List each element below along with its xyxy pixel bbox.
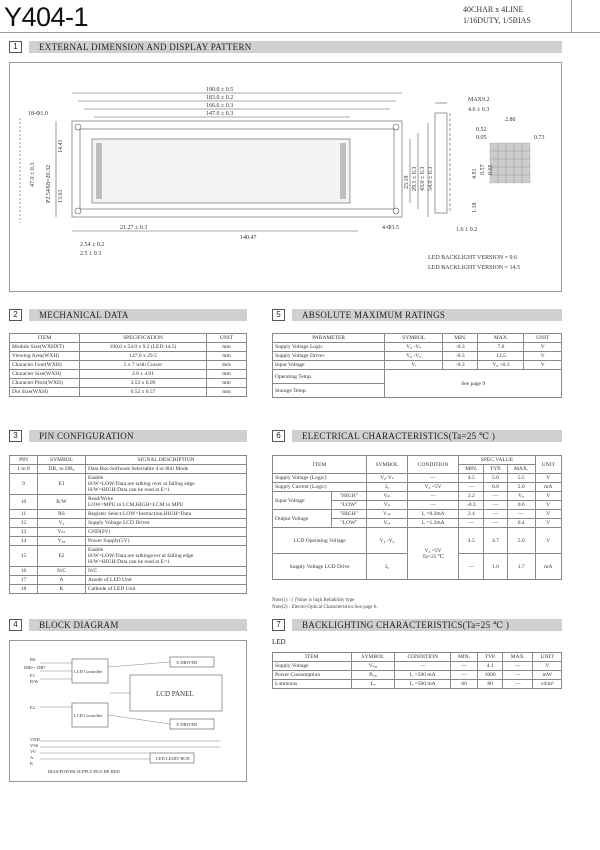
header-divider [571, 0, 572, 32]
section-title: MECHANICAL DATA [29, 309, 247, 321]
cell: 10 [10, 495, 38, 510]
dim-text: 4.91 [472, 168, 478, 179]
cell: "HIGH" [331, 492, 367, 501]
cell: Output Voltage [273, 510, 332, 528]
cell: Vᵢₗ [367, 501, 408, 510]
cell: DB₇ to DB₀ [38, 465, 86, 474]
col-header: TYP. [484, 465, 507, 474]
dim-text: MAX9.2 [468, 97, 490, 103]
cell: 5 x 7 with Cursor [80, 361, 207, 370]
cell: V [535, 519, 561, 528]
col-header: SPECIFICATION [80, 334, 207, 343]
cell: 14 [10, 537, 38, 546]
cell: 1000 [477, 671, 502, 680]
cell: mm [207, 379, 247, 388]
cell: 60 [451, 680, 478, 689]
cell: 0.4 [507, 519, 535, 528]
cond-text: Ta=25 ℃ [422, 553, 444, 560]
cell: V [535, 474, 561, 483]
table-row [273, 510, 562, 519]
signal-label: VSS [30, 743, 39, 748]
dim-text: 2.54 ± 0.2 [80, 242, 105, 248]
table-row [10, 388, 247, 397]
cell: K [38, 585, 86, 594]
table-row [10, 585, 247, 594]
cell: Luminous [273, 680, 352, 689]
signal-label: DB0 ~ DB7 [24, 665, 46, 670]
cell: — [503, 680, 533, 689]
section-title: ELECTRICAL CHARACTERISTICS(Ta=25 ℃ ) [292, 430, 562, 442]
cell: V₈-Vₛ [367, 474, 408, 483]
col-header: PIN [10, 456, 38, 465]
cell: V [535, 501, 561, 510]
cell: mm [207, 343, 247, 352]
table-row [273, 474, 562, 483]
cell: 190.0 x 54.0 x 9.2 (LED:14.5) [80, 343, 207, 352]
cell: I₀ [367, 554, 408, 580]
section-title: ABSOLUTE MAXIMUM RATINGS [292, 309, 562, 321]
cell: Iₒ =1.2mA [407, 519, 459, 528]
cell: Viewing Area(WXH) [10, 352, 80, 361]
cell: RS [38, 510, 86, 519]
cell: cd/m² [533, 680, 562, 689]
cell: 11 [10, 510, 38, 519]
block-diagram [10, 641, 248, 783]
col-header: MAX. [478, 334, 524, 343]
col-header: MIN. [459, 465, 484, 474]
cell: 147.0 x 29.5 [80, 352, 207, 361]
dim-text: 1.18 [472, 202, 478, 213]
cell: — [459, 483, 484, 492]
cell: — [459, 519, 484, 528]
cell: Operating Temp. [273, 370, 385, 384]
cell: R/W [38, 495, 86, 510]
col-header: SIGNAL DESCRIPTION [86, 456, 247, 465]
dim-text: 4.6 ± 0.3 [468, 107, 490, 113]
section-title: BACKLIGHTING CHARACTERISTICS(Ta=25 ℃ ) [292, 619, 562, 631]
cell: N/C [38, 567, 86, 576]
cell: 1.7 [507, 554, 535, 580]
section-4-header [9, 618, 247, 632]
note-line: Note(2) : Electro-Optical Characteristics:See page 6. [272, 605, 378, 610]
cell: dots [207, 361, 247, 370]
cell: 13.5 [478, 352, 524, 361]
backlight-table [272, 652, 562, 689]
cell: Dot Size(WXH) [10, 388, 80, 397]
cell: 17 [10, 576, 38, 585]
cell: Supply Voltage LCD Driver [86, 519, 247, 528]
table-row [10, 537, 247, 546]
cell: V [524, 343, 562, 352]
table-row [273, 680, 562, 689]
cell: — [484, 519, 507, 528]
cell: Vᵢ [385, 361, 443, 370]
col-header: UNIT [535, 456, 561, 474]
cell: Module Size(WXHXT) [10, 343, 80, 352]
cell: mm [207, 370, 247, 379]
cell: -0.3 [459, 501, 484, 510]
cell: V₈ +0.3 [478, 361, 524, 370]
cell: 0.52 x 0.57 [80, 388, 207, 397]
col-header: TYP. [477, 653, 502, 662]
cell: — [507, 510, 535, 519]
dimension-drawing-box [9, 62, 562, 292]
cell: A [38, 576, 86, 585]
cell: "HIGH" [331, 510, 367, 519]
cell: V₈ [507, 492, 535, 501]
cell: — [407, 492, 459, 501]
header-rule [0, 32, 600, 33]
cell: N/C [86, 567, 247, 576]
cell: E1 [38, 474, 86, 495]
cell: 4.1 [477, 662, 502, 671]
dim-text: 18-Φ1.0 [28, 111, 48, 117]
spec-line-2: 1/16DUTY, 1/5BIAS [463, 16, 531, 25]
section-number: 6 [272, 430, 285, 442]
dimension-drawing [10, 63, 563, 293]
spec-summary [463, 4, 531, 26]
cell: V [535, 528, 561, 554]
section-number: 7 [272, 619, 285, 631]
block-label: LCD PANEL [156, 690, 194, 698]
cell: Input Voltage [273, 361, 385, 370]
cell: V₈ -V₀ [367, 528, 408, 554]
dim-text: 4-Φ3.5 [382, 225, 399, 231]
cell: Character Font(WXH) [10, 361, 80, 370]
cell: Input Voltage [273, 492, 332, 510]
cell: Iₒ =500 mA [395, 671, 451, 680]
cell: — [451, 662, 478, 671]
table-row [273, 352, 562, 361]
cell: Cathode of LED Unit [86, 585, 247, 594]
dim-text: 29.5 ± 0.3 [412, 166, 418, 191]
cell: — [407, 474, 459, 483]
table-row [273, 528, 562, 554]
cell: V₀ [38, 519, 86, 528]
cell: V [533, 662, 562, 671]
col-header: UNIT [207, 334, 247, 343]
dim-text: 2.5 ± 0.3 [80, 251, 102, 257]
cell: 4.5 [459, 528, 484, 554]
dim-text: 2.80 [505, 117, 516, 123]
table-row [10, 370, 247, 379]
block-label: X DRIVER [176, 722, 198, 727]
cell: 80 [477, 680, 502, 689]
dim-text: 1.6 ± 0.2 [456, 227, 478, 233]
section-number: 2 [9, 309, 22, 321]
col-header: MIN. [443, 334, 478, 343]
cell: Character Size(WXH) [10, 370, 80, 379]
cell: -0.3 [443, 352, 478, 361]
table-row [273, 483, 562, 492]
mechanical-table [9, 333, 247, 397]
cell: 5.0 [484, 474, 507, 483]
cell: 7.0 [478, 343, 524, 352]
cell: Vₛₛ [38, 528, 86, 537]
cell: Register Select-LOW=Instruction,HIGH=Data [86, 510, 247, 519]
signal-label: R/W [30, 679, 39, 684]
cell: LCD Operating Voltage [273, 528, 367, 554]
cell: — [459, 554, 484, 580]
cell: Iₒ =0.2mA [407, 510, 459, 519]
dim-text: P2.54X8=20.32 [46, 164, 52, 203]
dim-text: 54.0 ± 0.3 [428, 166, 434, 191]
table-row [273, 370, 562, 384]
table-row [10, 546, 247, 567]
cell: Supply Voltage Driver [273, 352, 385, 361]
block-diagram-box [9, 640, 247, 782]
cell: -0.3 [443, 361, 478, 370]
cell: 1.0 [484, 554, 507, 580]
cell: V [535, 492, 561, 501]
table-row [10, 379, 247, 388]
cell: Vᵢₕ [367, 492, 408, 501]
signal-label: E1 [30, 673, 35, 678]
cell: 16 [10, 567, 38, 576]
cell: V [535, 510, 561, 519]
table-row [273, 662, 562, 671]
table-row [10, 567, 247, 576]
dim-text: 14.41 [58, 139, 64, 153]
cell: Vₒₗ [367, 519, 408, 528]
table-row [273, 492, 562, 501]
col-header: SPEC.VALUE [459, 456, 535, 465]
cell: Supply Voltage Logic [273, 343, 385, 352]
note-line: Note(1) : ( )Value is high Reliability type [272, 598, 355, 603]
cell: mm [207, 352, 247, 361]
cell: "LOW" [331, 501, 367, 510]
section-title: EXTERNAL DIMENSION AND DISPLAY PATTERN [29, 41, 562, 53]
block-label: X DRIVER [176, 660, 198, 665]
cell: 3.53 x 6.09 [80, 379, 207, 388]
block-label: LCD Controller [74, 669, 103, 674]
dim-text: 47.0 ± 0.3 [30, 162, 36, 187]
col-header: MAX. [507, 465, 535, 474]
section-title: BLOCK DIAGRAM [29, 619, 247, 631]
signal-label: E2 [30, 705, 35, 710]
cell: V₈₈ [38, 537, 86, 546]
cell: 0.8 [484, 483, 507, 492]
section-number: 1 [9, 41, 22, 53]
cell: Vₗₑ₈ [351, 662, 395, 671]
cell: — [503, 671, 533, 680]
cell: "LOW" [331, 519, 367, 528]
cell: — [407, 501, 459, 510]
cell: Lᵥ [351, 680, 395, 689]
section-2-header [9, 308, 247, 322]
cell: 2.8 x 4.91 [80, 370, 207, 379]
table-row [10, 495, 247, 510]
table-row [10, 576, 247, 585]
dim-text: 147.0 ± 0.3 [206, 111, 234, 117]
col-header: UNIT [533, 653, 562, 662]
cell: GND(0V) [86, 528, 247, 537]
table-row [10, 343, 247, 352]
cell: Data Bus-Software Selectable 4 or 8bit Mode [86, 465, 247, 474]
col-header: SYMBOL [367, 456, 408, 474]
backlight-note: LED BACKLIGHT VERSION = 14.5 [428, 265, 520, 271]
dim-text: 190.0 ± 0.5 [206, 87, 234, 93]
col-header: MAX. [503, 653, 533, 662]
col-header: SYMBOL [351, 653, 395, 662]
cell: Enable H/W=LOW:Data are talkingover at falling edge H/W=HIGH:Data can be read at E=1 [86, 546, 247, 567]
cell: Power Supply(5V) [86, 537, 247, 546]
section-3-header [9, 429, 247, 443]
cell: Vₒₕ [367, 510, 408, 519]
cell: 12 [10, 519, 38, 528]
col-header: ITEM [273, 456, 367, 474]
cell: V₈ -V₀ [385, 352, 443, 361]
cell: — [395, 662, 451, 671]
cell: V₈ =5V [407, 483, 459, 492]
abs-max-table [272, 333, 562, 398]
col-header: SYMBOL [385, 334, 443, 343]
cell: 0.6 [507, 501, 535, 510]
cell: Power Consumption [273, 671, 352, 680]
cell: Enable H/W=LOW:Data are talking over at falling edge H/W=HIGH:Data can be read at E=1 [86, 474, 247, 495]
cell: V [524, 361, 562, 370]
col-header: PARAMETER [273, 334, 385, 343]
cell: 5.0 [507, 528, 535, 554]
signal-label: K [30, 761, 34, 766]
viewing-area [92, 139, 350, 203]
table-row [10, 528, 247, 537]
electrical-table [272, 455, 562, 580]
led-label: LED [272, 638, 286, 646]
dim-text: 13.61 [58, 189, 64, 203]
section-5-header [272, 308, 562, 322]
table-row [10, 510, 247, 519]
cell: 5.5 [507, 474, 535, 483]
signal-label: V0 [30, 749, 36, 754]
dim-text: 0.73 [534, 135, 545, 141]
model-title: Y404-1 [4, 2, 89, 32]
cell: Supply Current (Logic) [273, 483, 367, 492]
dim-text: 0.52 [476, 127, 487, 133]
dim-text: 0.05 [476, 135, 487, 141]
cell: Storage Temp. [273, 384, 385, 398]
electrical-notes [272, 597, 378, 611]
block-label: BIAS/POWER SUPPLY/BUS BE RED [48, 769, 120, 774]
cell: — [451, 671, 478, 680]
table-row [10, 352, 247, 361]
dim-text: 140.47 [240, 235, 257, 241]
cell-condition [407, 528, 459, 580]
pin-table [9, 455, 247, 594]
cell: Anode of LED Unit [86, 576, 247, 585]
col-header: ITEM [273, 653, 352, 662]
cond-text: V₈ =5V [424, 547, 442, 554]
table-row [10, 474, 247, 495]
col-header: CONDITION [407, 456, 459, 474]
table-row [273, 671, 562, 680]
table-row [10, 465, 247, 474]
dim-text: 183.0 ± 0.2 [206, 95, 234, 101]
cell: — [503, 662, 533, 671]
cell: 13 [10, 528, 38, 537]
backlight-note: LED BACKLIGHT VERSION = 9.6 [428, 255, 517, 261]
cell: — [484, 492, 507, 501]
cell: 4.5 [459, 474, 484, 483]
cell: 4.7 [484, 528, 507, 554]
block-label: LCD Controller [74, 713, 103, 718]
block-label: LED LIGHT BOX [156, 756, 190, 761]
cell: V₈ -Vₛ [385, 343, 443, 352]
cell: — [484, 501, 507, 510]
cell: Iₒ =500 mA [395, 680, 451, 689]
section-title: PIN CONFIGURATION [29, 430, 247, 442]
dim-text: 23.18 [404, 175, 410, 189]
cell: 9 [10, 474, 38, 495]
section-number: 5 [272, 309, 285, 321]
section-7-header [272, 618, 562, 632]
signal-label: VDD [30, 737, 40, 742]
cell: -0.3 [443, 343, 478, 352]
spec-line-1: 40CHAR x 4LINE [463, 5, 524, 14]
cell: Character Pitch(WXH) [10, 379, 80, 388]
cell: mm [207, 388, 247, 397]
cell: I₈ [367, 483, 408, 492]
cell: Supply Voltage (Logic) [273, 474, 367, 483]
section-6-header [272, 429, 562, 443]
signal-label: A [30, 755, 34, 760]
col-header: ITEM [10, 334, 80, 343]
cell: 2.2 [459, 492, 484, 501]
cell: 2.0 [507, 483, 535, 492]
dim-text: 0.57 [480, 164, 486, 175]
cell: Read/Write LOW=MPU to LCM,HIGH=LCM to MPU [86, 495, 247, 510]
cell: mA [535, 554, 561, 580]
section-number: 4 [9, 619, 22, 631]
table-row [273, 361, 562, 370]
col-header: SYMBOL [38, 456, 86, 465]
cell: Pₗₑ₈ [351, 671, 395, 680]
dim-text: 21.27 ± 0.3 [120, 225, 148, 231]
dim-text: 0.65 [488, 164, 494, 175]
cell: mA [535, 483, 561, 492]
table-row [10, 361, 247, 370]
table-row [273, 343, 562, 352]
cell: E2 [38, 546, 86, 567]
cell: See page 9 [385, 370, 562, 398]
cell: Supply Voltage LCD Drive [273, 554, 367, 580]
section-1-header [9, 40, 562, 54]
dim-text: 166.6 ± 0.3 [206, 103, 234, 109]
signal-label: RS [30, 657, 36, 662]
table-row [10, 519, 247, 528]
cell: 2.4 [459, 510, 484, 519]
cell: Supply Voltage [273, 662, 352, 671]
cell: 1 to 8 [10, 465, 38, 474]
cell: 18 [10, 585, 38, 594]
cell: V [524, 352, 562, 361]
col-header: UNIT [524, 334, 562, 343]
section-number: 3 [9, 430, 22, 442]
cell: 15 [10, 546, 38, 567]
dim-text: 43.0 ± 0.3 [420, 166, 426, 191]
col-header: CONDITION [395, 653, 451, 662]
col-header: MIN. [451, 653, 478, 662]
cell: mW [533, 671, 562, 680]
cell: — [484, 510, 507, 519]
